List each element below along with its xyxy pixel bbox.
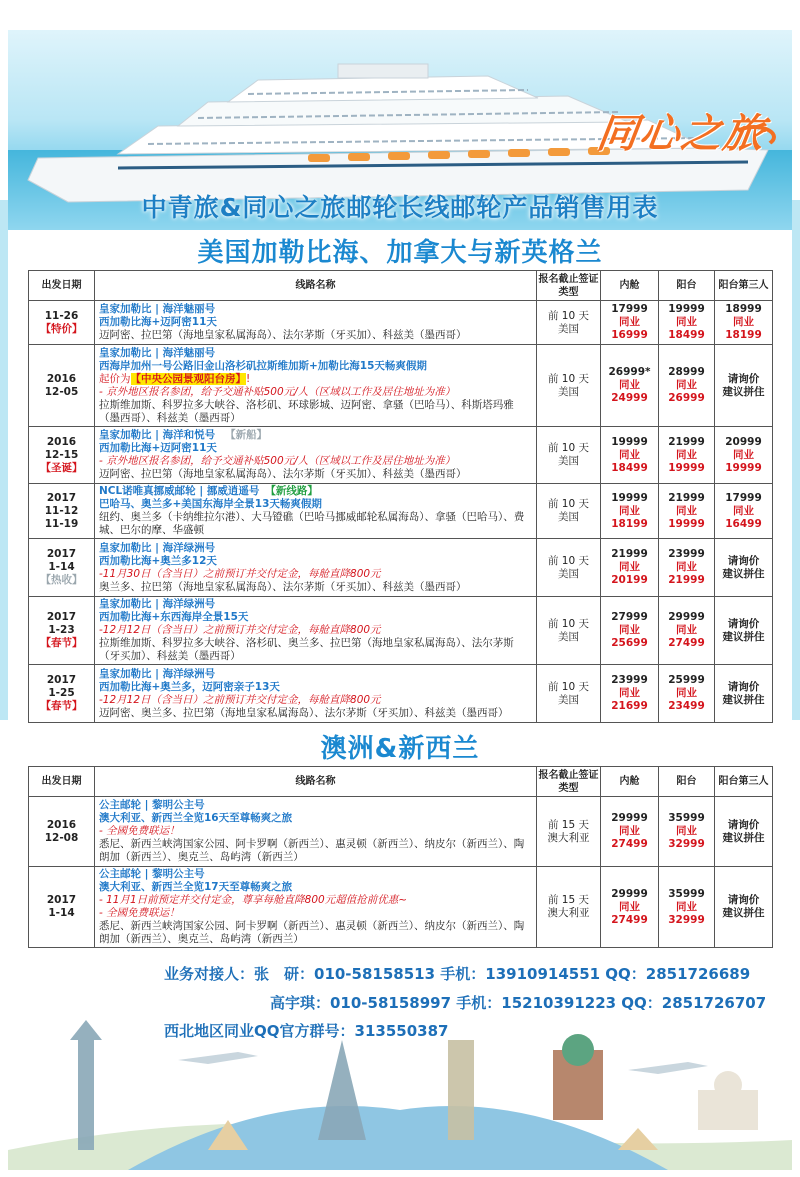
route-cell — [95, 427, 537, 484]
date-year: 2017 — [46, 611, 77, 623]
inner-peer-price: 25699 — [611, 637, 648, 649]
ship-name: NCL诺唯真挪威邮轮 | 挪威逍遥号 — [99, 485, 260, 497]
date-text: 1-14 — [48, 907, 75, 919]
balcony-price: 25999 — [668, 674, 705, 686]
share-room-text: 建议拼住 — [722, 693, 765, 706]
visa-deadline: 前 15 天 — [547, 818, 590, 831]
peer-label: 同业 — [676, 448, 697, 461]
route-theme: 西加勒比海+迈阿密11天 — [99, 442, 217, 454]
peer-label: 同业 — [619, 316, 640, 328]
route-promo — [99, 373, 532, 386]
visa-cell — [537, 484, 601, 539]
header-route: 线路名称 — [95, 271, 537, 301]
header-third: 阳台第三人 — [715, 271, 773, 301]
inner-price: 19999 — [611, 491, 648, 504]
route-cell — [95, 597, 537, 665]
inner-price: 26999* — [608, 366, 651, 378]
inner-price: 19999 — [611, 435, 648, 448]
ship-line: 皇家加勒比 | 海洋魅丽号 — [99, 303, 216, 315]
balcony-peer-price: 26999 — [668, 392, 705, 404]
peer-label: 同业 — [619, 561, 640, 573]
visa-cell — [537, 301, 601, 345]
third-inquire-cell — [715, 597, 773, 665]
contact-line-2: 高宇琪：010-58158997 手机：15210391223 QQ：2851726707 — [270, 994, 767, 1012]
peer-label: 同业 — [619, 825, 640, 837]
balcony-price-cell — [659, 797, 715, 867]
logo-swirl-icon — [732, 125, 776, 149]
header-balcony: 阳台 — [659, 271, 715, 301]
inner-peer-price: 18499 — [611, 461, 648, 474]
contact-line-3: 西北地区同业QQ官方群号：313550387 — [164, 1022, 449, 1040]
inner-price-cell — [601, 301, 659, 345]
visa-deadline: 前 10 天 — [547, 309, 590, 322]
table-row — [29, 484, 773, 539]
inner-price: 23999 — [611, 674, 648, 686]
inquire-text: 请询价 — [727, 818, 760, 831]
inquire-text: 请询价 — [727, 372, 760, 385]
date-text: 1-14 — [48, 561, 75, 573]
date-cell — [29, 597, 95, 665]
section1-table — [28, 270, 773, 723]
route-theme: 西加勒比海+迈阿密11天 — [99, 316, 217, 328]
date-text: 12-05 — [44, 385, 79, 398]
route-cell — [95, 867, 537, 948]
inquire-text: 请询价 — [727, 554, 760, 567]
route-note-2: - 全國免费联运！ — [99, 907, 180, 919]
ship-line: 皇家加勒比 | 海洋绿洲号 — [99, 598, 216, 610]
visa-type: 美国 — [558, 567, 579, 580]
header-inner: 内舱 — [601, 271, 659, 301]
table-row — [29, 797, 773, 867]
date-text: 12-08 — [44, 831, 79, 844]
table-row — [29, 539, 773, 597]
date-cell — [29, 539, 95, 597]
route-theme: 西海岸加州一号公路旧金山洛杉矶拉斯维加斯+加勒比海15天畅爽假期 — [99, 359, 427, 372]
ship-line: 皇家加勒比 | 海洋绿洲号 — [99, 541, 216, 554]
visa-deadline: 前 10 天 — [547, 498, 590, 510]
route-note: -11月30日（含当日）之前预订并交付定金，每舱直降800元 — [99, 567, 381, 580]
peer-label: 同业 — [733, 448, 754, 461]
inquire-text: 请询价 — [727, 680, 760, 693]
inner-price: 21999 — [611, 548, 648, 560]
route-note: -12月12日（含当日）之前预订并交付定金，每舱直降800元 — [99, 624, 381, 636]
peer-label: 同业 — [619, 624, 640, 636]
peer-label: 同业 — [619, 900, 640, 913]
route-stops: 拉斯维加斯、科罗拉多大峡谷、洛杉矶、奥兰多、拉巴第（海地皇家私属海岛）、法尔茅斯（牙买加）、科兹美（墨西哥） — [99, 637, 514, 662]
right-side-strip — [792, 200, 800, 720]
route-note: - 京外地区报名参团，给予交通补贴500元/人（区域以工作及居住地址为准） — [99, 455, 456, 467]
route-theme: 巴哈马、奥兰多+美国东海岸全景13天畅爽假期 — [99, 498, 322, 510]
route-stops: 纽约、奥兰多（卡纳维拉尔港）、大马镫礁（巴哈马挪威邮轮私属海岛）、拿骚（巴哈马）、费城、巴尔的摩、华盛顿 — [99, 511, 525, 536]
peer-label: 同业 — [676, 687, 697, 699]
visa-type: 澳大利亚 — [547, 907, 590, 919]
visa-type: 美国 — [558, 455, 579, 467]
header-date: 出发日期 — [29, 271, 95, 301]
route-cell — [95, 539, 537, 597]
header-inner: 内舱 — [601, 767, 659, 797]
balcony-price: 29999 — [668, 611, 705, 623]
peer-label: 同业 — [676, 379, 697, 391]
inner-peer-price: 16999 — [611, 329, 648, 341]
ship-name: 皇家加勒比 | 海洋和悦号 — [99, 429, 216, 441]
balcony-price-cell — [659, 867, 715, 948]
ship-line — [99, 429, 532, 442]
balcony-price-cell — [659, 427, 715, 484]
balcony-price-cell — [659, 665, 715, 723]
inner-price-cell — [601, 539, 659, 597]
inner-price-cell — [601, 597, 659, 665]
route-stops: 悉尼、新西兰峡湾国家公园、阿卡罗啊（新西兰）、惠灵顿（新西兰）、纳皮尔（新西兰）、陶朗加（新西兰）、奥克兰、岛屿湾（新西兰） — [99, 838, 525, 863]
visa-deadline: 前 10 天 — [547, 617, 590, 630]
table-header-row — [29, 767, 773, 797]
visa-type: 美国 — [558, 511, 579, 523]
visa-type: 美国 — [558, 322, 579, 335]
peer-label: 同业 — [619, 448, 640, 461]
inner-peer-price: 20199 — [611, 574, 648, 586]
balcony-price: 35999 — [668, 887, 705, 900]
third-inquire-cell — [715, 539, 773, 597]
peer-label: 同业 — [619, 504, 640, 517]
new-ship-tag: 【新船】 — [225, 429, 268, 441]
table-row — [29, 427, 773, 484]
date-text: 1-23 — [48, 624, 75, 636]
new-route-tag: 【新线路】 — [265, 485, 318, 497]
section2-table — [28, 766, 773, 948]
table-header-row — [29, 271, 773, 301]
route-theme: 澳大利亚、新西兰全览16天至尊畅爽之旅 — [99, 812, 293, 824]
peer-label: 同业 — [619, 379, 640, 391]
inner-price: 27999 — [611, 611, 648, 623]
route-note: - 全國免费联运！ — [99, 825, 180, 837]
visa-deadline: 前 15 天 — [547, 894, 590, 906]
visa-cell — [537, 427, 601, 484]
promo-highlight: 【中央公园景观阳台房】 — [130, 372, 246, 385]
balcony-peer-price: 21999 — [668, 574, 705, 586]
third-inquire-cell — [715, 797, 773, 867]
balcony-peer-price: 19999 — [668, 461, 705, 474]
date-cell — [29, 665, 95, 723]
visa-deadline: 前 10 天 — [547, 442, 590, 454]
date-year: 2016 — [46, 818, 77, 831]
balcony-price: 23999 — [668, 548, 705, 560]
third-price: 17999 — [725, 491, 762, 504]
route-cell — [95, 301, 537, 345]
date-tag: 【圣诞】 — [40, 461, 83, 474]
route-note: - 11月1日前预定并交付定金，尊享每舱直降800元超值抢前优惠~ — [99, 894, 408, 906]
inner-price-cell — [601, 427, 659, 484]
table-row — [29, 597, 773, 665]
route-theme: 澳大利亚、新西兰全览17天至尊畅爽之旅 — [99, 881, 293, 893]
table-row — [29, 665, 773, 723]
share-room-text: 建议拼住 — [722, 907, 765, 919]
date-cell — [29, 345, 95, 427]
date-year: 2016 — [46, 435, 77, 448]
third-inquire-cell — [715, 345, 773, 427]
header-third: 阳台第三人 — [715, 767, 773, 797]
balcony-price: 28999 — [668, 366, 705, 378]
third-price: 20999 — [725, 435, 762, 448]
balcony-peer-price: 18499 — [668, 329, 705, 341]
section2-title: 澳洲&新西兰 — [320, 734, 480, 764]
share-room-text: 建议拼住 — [722, 385, 765, 398]
route-note: -12月12日（含当日）之前预订并交付定金，每舱直降800元 — [99, 693, 381, 706]
date-year: 2017 — [46, 894, 77, 906]
visa-cell — [537, 597, 601, 665]
left-side-strip — [0, 200, 8, 720]
balcony-price: 21999 — [668, 435, 705, 448]
route-cell — [95, 797, 537, 867]
route-stops: 悉尼、新西兰峡湾国家公园、阿卡罗啊（新西兰）、惠灵顿（新西兰）、纳皮尔（新西兰）、陶朗加（新西兰）、奥克兰、岛屿湾（新西兰） — [99, 920, 525, 945]
visa-cell — [537, 665, 601, 723]
balcony-peer-price: 32999 — [668, 838, 705, 850]
balcony-price: 19999 — [668, 303, 705, 315]
ship-line: 公主邮轮 | 黎明公主号 — [99, 868, 205, 880]
route-stops: 迈阿密、奥兰多、拉巴第（海地皇家私属海岛）、法尔茅斯（牙买加）、科兹美（墨西哥） — [99, 706, 509, 719]
third-inquire-cell — [715, 665, 773, 723]
third-price-cell — [715, 301, 773, 345]
visa-type: 美国 — [558, 385, 579, 398]
route-stops: 迈阿密、拉巴第（海地皇家私属海岛）、法尔茅斯（牙买加）、科兹美（墨西哥） — [99, 329, 467, 341]
promo-prefix: 起价为 — [99, 372, 131, 385]
third-price: 18999 — [725, 303, 762, 315]
visa-cell — [537, 797, 601, 867]
inquire-text: 请询价 — [727, 894, 760, 906]
table-row — [29, 345, 773, 427]
date-year: 2017 — [46, 674, 77, 686]
inner-price-cell — [601, 797, 659, 867]
date-tag: 【特价】 — [40, 322, 83, 335]
visa-deadline: 前 10 天 — [547, 554, 590, 567]
visa-cell — [537, 539, 601, 597]
route-cell — [95, 665, 537, 723]
peer-label: 同业 — [676, 316, 697, 328]
date-year: 2017 — [46, 548, 77, 560]
peer-label: 同业 — [619, 687, 640, 699]
date-year: 2016 — [46, 372, 77, 385]
date-text: 12-15 — [44, 448, 79, 461]
third-price-cell — [715, 484, 773, 539]
date-tag: 【春节】 — [40, 637, 83, 649]
route-theme: 西加勒比海+东西海岸全景15天 — [99, 611, 249, 623]
visa-deadline: 前 10 天 — [547, 680, 590, 693]
inquire-text: 请询价 — [727, 617, 760, 630]
header-route: 线路名称 — [95, 767, 537, 797]
share-room-text: 建议拼住 — [722, 831, 765, 844]
balcony-price-cell — [659, 539, 715, 597]
route-stops: 拉斯维加斯、科罗拉多大峡谷、洛杉矶、环球影城、迈阿密、拿骚（巴哈马）、科斯塔玛雅（墨西哥）、科兹美（墨西哥） — [99, 398, 514, 424]
balcony-price: 21999 — [668, 491, 705, 504]
route-theme: 西加勒比海+奥兰多12天 — [99, 554, 217, 567]
section1-title: 美国加勒比海、加拿大与新英格兰 — [197, 238, 603, 268]
visa-cell — [537, 345, 601, 427]
balcony-price-cell — [659, 597, 715, 665]
header-visa: 报名截止签证类型 — [537, 271, 601, 301]
visa-cell — [537, 867, 601, 948]
balcony-peer-price: 32999 — [668, 913, 705, 926]
inner-peer-price: 18199 — [611, 517, 648, 530]
header-visa: 报名截止签证类型 — [537, 767, 601, 797]
inner-peer-price: 27499 — [611, 913, 648, 926]
date-tag: 【春节】 — [40, 700, 83, 712]
share-room-text: 建议拼住 — [722, 630, 765, 643]
ship-line: 皇家加勒比 | 海洋绿洲号 — [99, 667, 216, 680]
share-room-text: 建议拼住 — [722, 567, 765, 580]
table-row — [29, 301, 773, 345]
balcony-price-cell — [659, 345, 715, 427]
inner-peer-price: 27499 — [611, 838, 648, 850]
header-balcony: 阳台 — [659, 767, 715, 797]
inner-price: 29999 — [611, 887, 648, 900]
balcony-peer-price: 19999 — [668, 517, 705, 530]
inner-price-cell — [601, 484, 659, 539]
balcony-price-cell — [659, 301, 715, 345]
main-title: 中青旅&同心之旅邮轮长线邮轮产品销售用表 — [141, 193, 659, 222]
header-date: 出发日期 — [29, 767, 95, 797]
date-cell — [29, 301, 95, 345]
third-inquire-cell — [715, 867, 773, 948]
date-text: 1-25 — [48, 687, 75, 699]
date-cell — [29, 797, 95, 867]
table-row — [29, 867, 773, 948]
balcony-peer-price: 23499 — [668, 700, 705, 712]
date-tag: 【热收】 — [40, 574, 83, 586]
date-cell — [29, 867, 95, 948]
route-cell — [95, 484, 537, 539]
contact-line-1: 业务对接人：张 研：010-58158513 手机：13910914551 QQ：2851726689 — [164, 965, 751, 983]
third-peer-price: 16499 — [725, 517, 762, 530]
inner-price: 29999 — [611, 812, 648, 824]
promo-suffix: ! — [246, 372, 251, 385]
inner-price-cell — [601, 665, 659, 723]
date-text-2: 11-19 — [44, 517, 79, 530]
balcony-peer-price: 27499 — [668, 637, 705, 649]
ship-line: 公主邮轮 | 黎明公主号 — [99, 799, 205, 811]
date-year: 2017 — [46, 491, 77, 504]
ship-line: 皇家加勒比 | 海洋魅丽号 — [99, 346, 216, 359]
route-stops: 奥兰多、拉巴第（海地皇家私属海岛）、法尔茅斯（牙买加）、科兹美（墨西哥） — [99, 580, 467, 593]
date-cell — [29, 427, 95, 484]
peer-label: 同业 — [676, 900, 697, 913]
balcony-price-cell — [659, 484, 715, 539]
date-cell — [29, 484, 95, 539]
inner-peer-price: 21699 — [611, 700, 648, 712]
third-peer-price: 18199 — [725, 329, 762, 341]
brand-logo: 同心之旅 — [594, 110, 769, 157]
inner-price-cell — [601, 867, 659, 948]
inner-price: 17999 — [611, 303, 648, 315]
visa-type: 美国 — [558, 693, 579, 706]
peer-label: 同业 — [733, 316, 754, 328]
date-text: 11-12 — [44, 504, 79, 517]
ship-line — [99, 485, 532, 498]
visa-deadline: 前 10 天 — [547, 372, 590, 385]
inner-peer-price: 24999 — [611, 392, 648, 404]
peer-label: 同业 — [676, 825, 697, 837]
route-theme: 西加勒比海+奥兰多，迈阿密亲子13天 — [99, 680, 280, 693]
peer-label: 同业 — [733, 504, 754, 517]
inner-price-cell — [601, 345, 659, 427]
visa-type: 美国 — [558, 630, 579, 643]
route-note: - 京外地区报名参团，给予交通补贴500元/人（区域以工作及居住地址为准） — [99, 385, 456, 398]
third-price-cell — [715, 427, 773, 484]
date-text: 11-26 — [44, 309, 79, 322]
third-peer-price: 19999 — [725, 461, 762, 474]
peer-label: 同业 — [676, 561, 697, 573]
route-cell — [95, 345, 537, 427]
route-stops: 迈阿密、拉巴第（海地皇家私属海岛）、法尔茅斯（牙买加）、科兹美（墨西哥） — [99, 468, 467, 480]
balcony-price: 35999 — [668, 812, 705, 824]
visa-type: 澳大利亚 — [547, 831, 590, 844]
peer-label: 同业 — [676, 504, 697, 517]
peer-label: 同业 — [676, 624, 697, 636]
